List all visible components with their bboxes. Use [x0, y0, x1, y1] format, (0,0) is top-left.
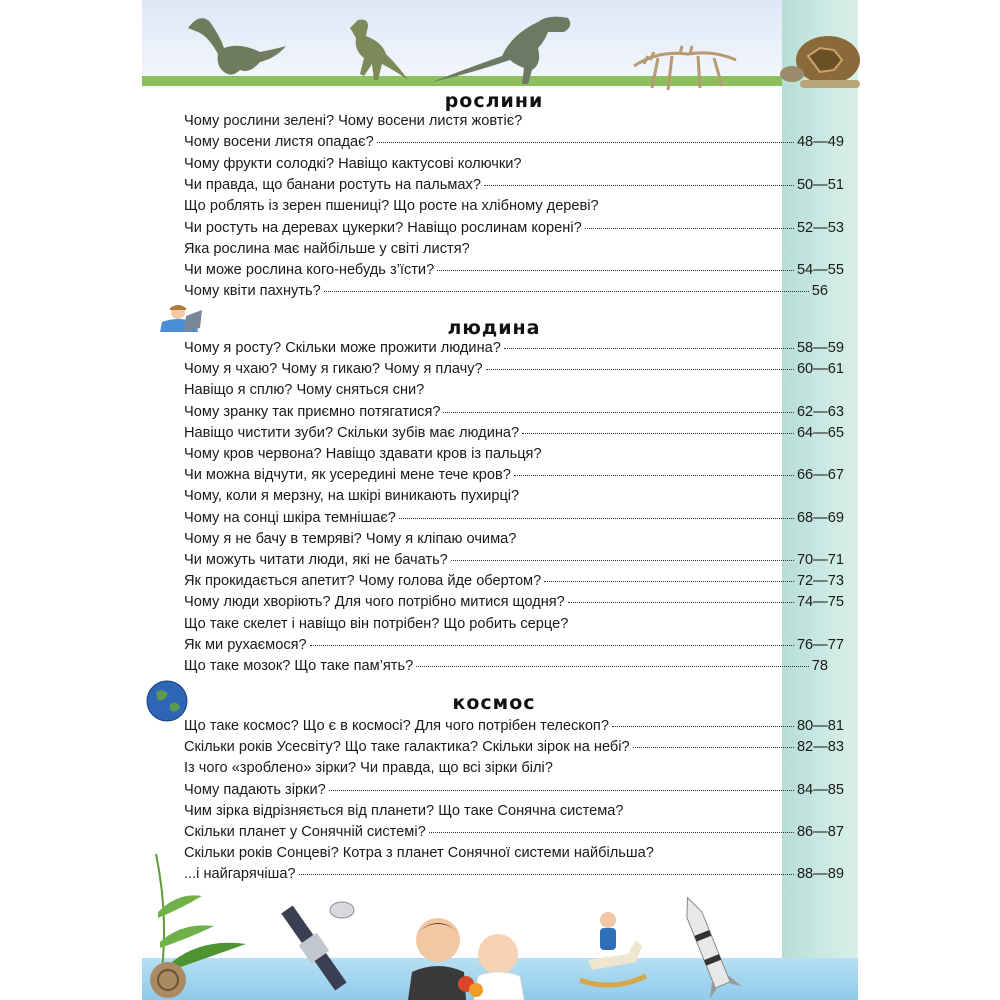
toc-entry[interactable] — [184, 824, 844, 845]
toc-entry[interactable] — [184, 552, 844, 573]
toc-entry[interactable] — [184, 156, 844, 177]
toc-entry[interactable] — [184, 803, 844, 824]
toc-page-number: 88—89 — [796, 866, 844, 883]
toc-page-number: 70—71 — [796, 552, 844, 568]
toc-entry[interactable] — [184, 404, 844, 425]
toc-page-number: 68—69 — [796, 509, 844, 526]
toc-entry-text: Скільки років Усесвіту? Що таке галактика? Скільки зірок на небі? — [184, 739, 630, 756]
dot-leader — [514, 474, 794, 476]
toc-entry[interactable] — [184, 446, 844, 467]
toc-entry[interactable] — [184, 594, 844, 615]
toc-entry-text: Скільки планет у Сонячній системі? — [184, 824, 426, 840]
toc-entry-text: Чи ростуть на деревах цукерки? Навіщо рослинам корені? — [184, 219, 582, 236]
dot-leader — [633, 746, 794, 748]
toc-entry-text: Чи може рослина кого-небудь з’їсти? — [184, 262, 435, 279]
raptor-icon — [342, 14, 412, 84]
dinosaur-skeleton-icon — [628, 36, 742, 94]
toc-entry[interactable] — [184, 198, 844, 219]
toc-page-number: 54—55 — [796, 262, 844, 279]
toc-entry[interactable] — [184, 361, 844, 382]
dot-leader — [310, 644, 794, 646]
tyrannosaurus-icon — [428, 8, 578, 86]
toc-page-number: 76—77 — [796, 636, 844, 653]
toc-entry-text: Чи правда, що банани ростуть на пальмах? — [184, 176, 481, 193]
toc-entry-text: Скільки років Сонцеві? Котра з планет Сонячної системи найбільша? — [184, 845, 654, 862]
toc-entry[interactable] — [184, 573, 844, 594]
dot-leader — [522, 432, 794, 434]
toc-entry[interactable] — [184, 845, 844, 866]
dot-leader — [437, 269, 794, 271]
toc-entry-text: Чому зранку так приємно потягатися? — [184, 403, 441, 420]
toc-page-number: 80—81 — [796, 718, 844, 734]
dot-leader — [416, 665, 809, 667]
section-title: людина — [447, 317, 541, 339]
toc-entry-text: Що таке скелет і навіщо він потрібен? Що робить серце? — [184, 615, 569, 632]
toc-entry[interactable] — [184, 760, 844, 781]
toc-entry-text: Чому на сонці шкіра темнішає? — [184, 509, 396, 526]
toc-entry-text: Що роблять із зерен пшениці? Що росте на хлібному дереві? — [184, 198, 599, 215]
rocking-horse-icon — [578, 910, 648, 990]
toc-entry[interactable] — [184, 658, 844, 679]
toc-entry-text: Як прокидається апетит? Чому голова йде обертом? — [184, 573, 542, 590]
toc-entry[interactable] — [184, 220, 844, 241]
toc-page-number: 62—63 — [796, 403, 844, 420]
dot-leader — [299, 873, 794, 875]
toc-entry-text: Чому, коли я мерзну, на шкірі виникають пухирці? — [184, 488, 520, 505]
toc-page-number: 60—61 — [796, 361, 844, 378]
toc-entry[interactable] — [184, 467, 844, 488]
dot-leader — [486, 368, 794, 370]
dot-leader — [324, 290, 809, 292]
snail-icon — [142, 958, 192, 1000]
toc-page-number: 86—87 — [796, 824, 844, 840]
dot-leader — [451, 559, 794, 561]
toc-entry[interactable] — [184, 177, 844, 198]
turtle-icon — [778, 26, 862, 92]
section-title: космос — [452, 692, 536, 714]
satellite-icon — [272, 896, 358, 996]
toc-entry-text: Чому рослини зелені? Чому восени листя жовтіє? — [184, 113, 523, 129]
dot-leader — [568, 601, 794, 603]
dot-leader — [377, 141, 794, 143]
globe-icon — [146, 680, 188, 722]
dot-leader — [443, 411, 793, 413]
dot-leader — [504, 347, 794, 349]
toc-page-number: 72—73 — [796, 573, 844, 590]
dot-leader — [585, 227, 794, 229]
dot-leader — [612, 725, 794, 727]
toc-entry[interactable] — [184, 382, 844, 403]
toc-page-number: 84—85 — [796, 781, 844, 798]
toc-entry[interactable] — [184, 340, 844, 361]
dot-leader — [484, 184, 794, 186]
toc-page-number: 56 — [811, 283, 828, 300]
toc-page-number: 58—59 — [796, 340, 844, 356]
toc-entry-text: Чому квіти пахнуть? — [184, 283, 321, 300]
dot-leader — [429, 831, 794, 833]
toc-entry-text: Чому я не бачу в темряві? Чому я кліпаю очима? — [184, 530, 517, 547]
toc-entry-text: Навіщо я сплю? Чому сняться сни? — [184, 382, 425, 399]
toc-entry-text: Чому кров червона? Навіщо здавати кров із пальця? — [184, 446, 542, 462]
section-title: рослини — [444, 90, 544, 112]
toc-entry-text: Чому восени листя опадає? — [184, 134, 374, 151]
toc-page-number: 78 — [811, 658, 828, 674]
toc-page-number: 52—53 — [796, 219, 844, 236]
toc-entry[interactable] — [184, 637, 844, 658]
dot-leader — [544, 580, 794, 582]
toc-entry-text: Що таке космос? Що є в космосі? Для чого потрібен телескоп? — [184, 718, 609, 734]
toc-entry-text: Чому я чхаю? Чому я гикаю? Чому я плачу? — [184, 361, 483, 378]
toc-entry[interactable] — [184, 782, 844, 803]
toc-page-number: 50—51 — [796, 176, 844, 193]
toc-entry[interactable] — [184, 718, 844, 739]
rocket-icon — [672, 892, 742, 1000]
toc-entry-text: Із чого «зроблено» зірки? Чи правда, що всі зірки білі? — [184, 760, 553, 777]
toc-entry-text: Чому фрукти солодкі? Навіщо кактусові колючки? — [184, 155, 522, 172]
toc-entry[interactable] — [184, 616, 844, 637]
toc-entry-text: Чому я росту? Скільки може прожити людина? — [184, 340, 501, 356]
plesiosaur-icon — [180, 8, 290, 80]
toc-entry-text: Як ми рухаємося? — [184, 636, 307, 653]
toc-entry[interactable] — [184, 739, 844, 760]
toc-page-number: 64—65 — [796, 424, 844, 441]
dot-leader — [399, 517, 794, 519]
toc-entry[interactable] — [184, 866, 844, 887]
toc-entry-text: Яка рослина має найбільше у світі листя? — [184, 240, 470, 257]
toc-page-number: 74—75 — [796, 594, 844, 611]
toc-entry[interactable] — [184, 531, 844, 552]
children-icon — [404, 910, 528, 1000]
toc-entry[interactable] — [184, 134, 844, 155]
toc-entry-text: Чому падають зірки? — [184, 781, 326, 798]
toc-entry[interactable] — [184, 283, 844, 304]
toc-entry-text: Навіщо чистити зуби? Скільки зубів має людина? — [184, 424, 520, 441]
toc-entry[interactable] — [184, 425, 844, 446]
toc-entry[interactable] — [184, 113, 844, 134]
toc-entry-text: ...і найгарячіша? — [184, 866, 296, 883]
toc-entry-text: Чи можна відчути, як усередині мене тече кров? — [184, 467, 511, 484]
toc-entry-text: Чи можуть читати люди, які не бачать? — [184, 552, 448, 568]
toc-entry[interactable] — [184, 488, 844, 509]
toc-page-number: 82—83 — [796, 739, 844, 756]
toc-entry-text: Чому люди хворіють? Для чого потрібно митися щодня? — [184, 594, 565, 611]
toc-entry[interactable] — [184, 262, 844, 283]
toc-page-number: 48—49 — [796, 134, 844, 151]
toc-entry[interactable] — [184, 510, 844, 531]
toc-entry[interactable] — [184, 241, 844, 262]
toc-page-number: 66—67 — [796, 467, 844, 484]
toc-entry-text: Чим зірка відрізняється від планети? Що таке Сонячна система? — [184, 802, 624, 819]
toc-entry-text: Що таке мозок? Що таке пам’ять? — [184, 658, 414, 674]
dot-leader — [329, 789, 794, 791]
